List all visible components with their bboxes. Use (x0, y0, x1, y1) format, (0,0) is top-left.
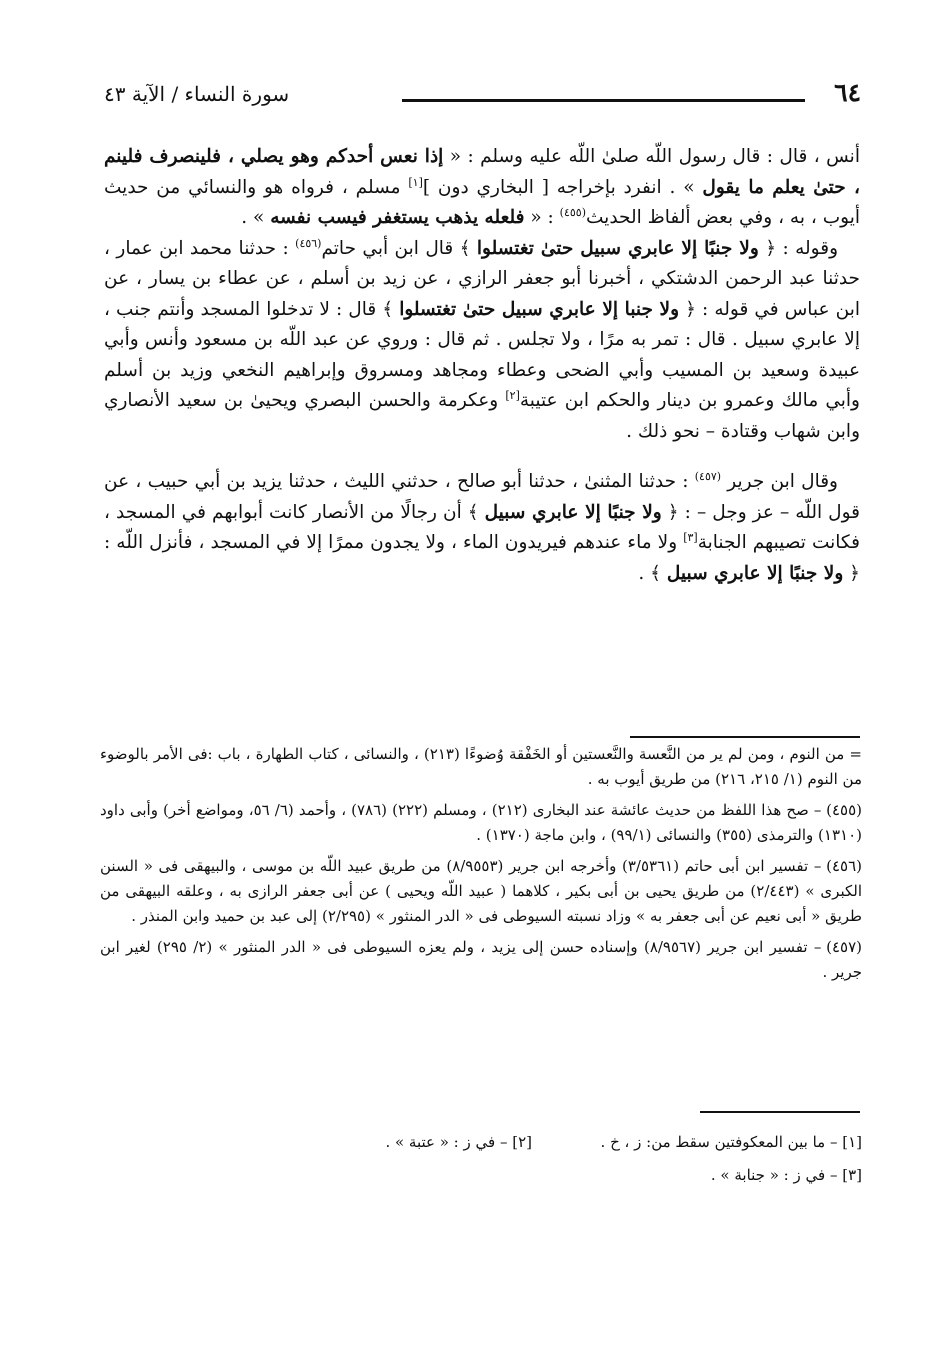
hadith-quote: فلعله يذهب يستغفر فيسب نفسه (270, 207, 525, 228)
apparatus-mark: [٣] – (829, 1166, 862, 1184)
footnote-456 (100, 854, 862, 929)
quran-verse: ولا جنبًا إلا عابري سبيل حتىٰ تغتسلوا (476, 237, 759, 259)
footnote-457 (100, 935, 862, 985)
text-run: ولا ماء عندهم فيريدون الماء ، ولا يجدون ممرًا إلا في المسجد ، فأنزل اللّه : ﴿ (104, 532, 860, 584)
text-run: : حدثنا محمد ابن عمار ، حدثنا عبد الرحمن الدشتكي ، أخبرنا أبو جعفر الرازي ، عن زيد بن أسلم ، عن عطاء بن يسار ، عن ابن عباس في قوله : ﴿ (104, 237, 860, 320)
text-run: ﴾ أن رجالًا من الأنصار كانت أبوابهم في المسجد ، فكانت تصيبهم الجنابة (104, 501, 860, 553)
footnote-separator (630, 736, 860, 738)
text-run: : حدثنا المثنىٰ ، حدثنا أبو صالح ، حدثني الليث ، حدثنا يزيد بن أبي حبيب ، عن قول اللّه – عز وجل – : ﴿ (104, 471, 860, 523)
text-run: أنس ، قال : قال رسول اللّه صلىٰ اللّه عليه وسلم : « (443, 146, 860, 167)
hadith-quote: إذا نعس أحدكم وهو يصلي ، فلينصرف فلينم ، حتىٰ يعلم ما يقول (104, 146, 861, 198)
footnote-number: = (849, 745, 862, 763)
header-rule (402, 99, 805, 102)
footnote-continuation (100, 742, 862, 792)
apparatus-text: ما بين المعكوفتين سقط من: ز ، خ . (600, 1133, 830, 1151)
footnote-text: من النوم ، ومن لم ير من النَّعسة والنَّعستين أو الخَفْقة وُضوءًا (٢١٣) ، والنسائى ، كتاب الطهارة ، باب :فى الأمر بالوضوء من النوم (١/ ٢١٥، ٢١٦) من طريق أيوب به . (100, 745, 862, 788)
quran-verse: ولا جنبا إلا عابري سبيل حتىٰ تغتسلوا (399, 298, 680, 320)
text-run: وقال ابن جرير (721, 471, 838, 492)
apparatus-note-2 (202, 1126, 532, 1159)
text-run: ﴾ قال ابن أبي حاتم (321, 237, 477, 259)
apparatus-mark: [١] – (829, 1133, 862, 1151)
apparatus-row (100, 1126, 862, 1159)
footnote-ref-457: (٤٥٧) (694, 469, 722, 483)
apparatus-ref-1: [١] (408, 175, 423, 189)
footnote-ref-455: (٤٥٥) (559, 205, 586, 219)
apparatus-note-1 (532, 1126, 862, 1159)
footnotes (100, 742, 862, 991)
footnote-number: (٤٥٥) – (813, 801, 862, 819)
footnote-455 (100, 798, 862, 848)
text-run: مسلم ، فرواه هو والنسائي من حديث أيوب ، به ، وفي بعض ألفاظ الحديث (104, 176, 860, 228)
text-run: وعكرمة والحسن البصري ويحيىٰ بن سعيد الأنصاري وابن شهاب وقتادة – نحو ذلك . (104, 390, 860, 442)
footnote-text: تفسير ابن أبى حاتم (٣/٥٣٦١) وأخرجه ابن جرير (٨/٩٥٥٣) من طريق عبيد اللّه بن موسى ، والبيهقى فى « السنن الكبرى » (٢/٤٤٣) من طريق يحيى بن أبى بكير ، كلاهما ( عبيد اللّه ويحيى ) عن أبى جعفر الرازى به ، وعلقه البيهقى من طريق « أبى نعيم عن أبى جعفر به » وزاد نسبته السيوطى فى « الدر المنثور » (٢/٢٩٥) إلى عبد بن حميد وابن المنذر . (100, 857, 863, 925)
text-run: ﴾ . (638, 562, 667, 584)
text-run: : « (524, 207, 560, 228)
apparatus-text: في ز : « جنابة » . (710, 1166, 830, 1184)
apparatus-note-3 (532, 1159, 862, 1192)
footnote-number: (٤٥٧) – (813, 938, 862, 956)
footnote-ref-456: (٤٥٦) (295, 236, 322, 250)
text-run: وقوله : ﴿ (758, 237, 839, 259)
apparatus-separator (700, 1111, 860, 1113)
footnote-text: صح هذا اللفظ من حديث عائشة عند البخارى (٢١٢) ، ومسلم (٢٢٢) (٧٨٦) ، وأحمد (٦/ ٥٦، ومواضع أخر) وأبى داود (١٣١٠) والترمذى (٣٥٥) والنسائى (٩٩/١) ، وابن ماجة (١٣٧٠) . (100, 801, 862, 844)
page-number: ٦٤ (834, 78, 861, 107)
text-run: ﴾ قال : لا تدخلوا المسجد وأنتم جنب ، إلا عابري سبيل . قال : تمر به مرًا ، ولا تجلس . ثم قال : وروي عن عبد اللّه بن مسعود وأنس وأبي عبيدة وسعيد بن المسيب وأبي الضحى وعطاء ومجاهد ومسروق وإبراهيم النخعي وزيد بن أسلم وأبي مالك وعمرو بن دينار والحكم ابن عتيبة (104, 298, 860, 411)
footnote-number: (٤٥٦) – (813, 857, 862, 875)
main-text (104, 142, 860, 589)
apparatus-ref-3: [٣] (683, 530, 698, 544)
paragraph-2 (104, 234, 860, 448)
paragraph-1 (104, 142, 860, 234)
text-run: » . انفرد بإخراجه [ البخاري دون ] (422, 176, 703, 198)
footnote-text: تفسير ابن جرير (٨/٩٥٦٧) وإسناده حسن إلى يزيد ، ولم يعزه السيوطى فى « الدر المنثور » (٢/ ٢٩٥) لغير ابن جرير . (100, 938, 862, 981)
apparatus-text: في ز : « عتبة » . (385, 1133, 500, 1151)
apparatus-mark: [٢] – (499, 1133, 532, 1151)
text-run: » . (241, 207, 271, 228)
quran-verse: ولا جنبًا إلا عابري سبيل (484, 501, 662, 523)
quran-verse: ولا جنبًا إلا عابري سبيل (666, 562, 844, 584)
paragraph-3 (104, 467, 860, 589)
apparatus-ref-2: [٢] (505, 388, 520, 402)
apparatus-row (100, 1159, 862, 1192)
critical-apparatus (100, 1126, 862, 1192)
running-title: سورة النساء / الآية ٤٣ (104, 82, 290, 106)
